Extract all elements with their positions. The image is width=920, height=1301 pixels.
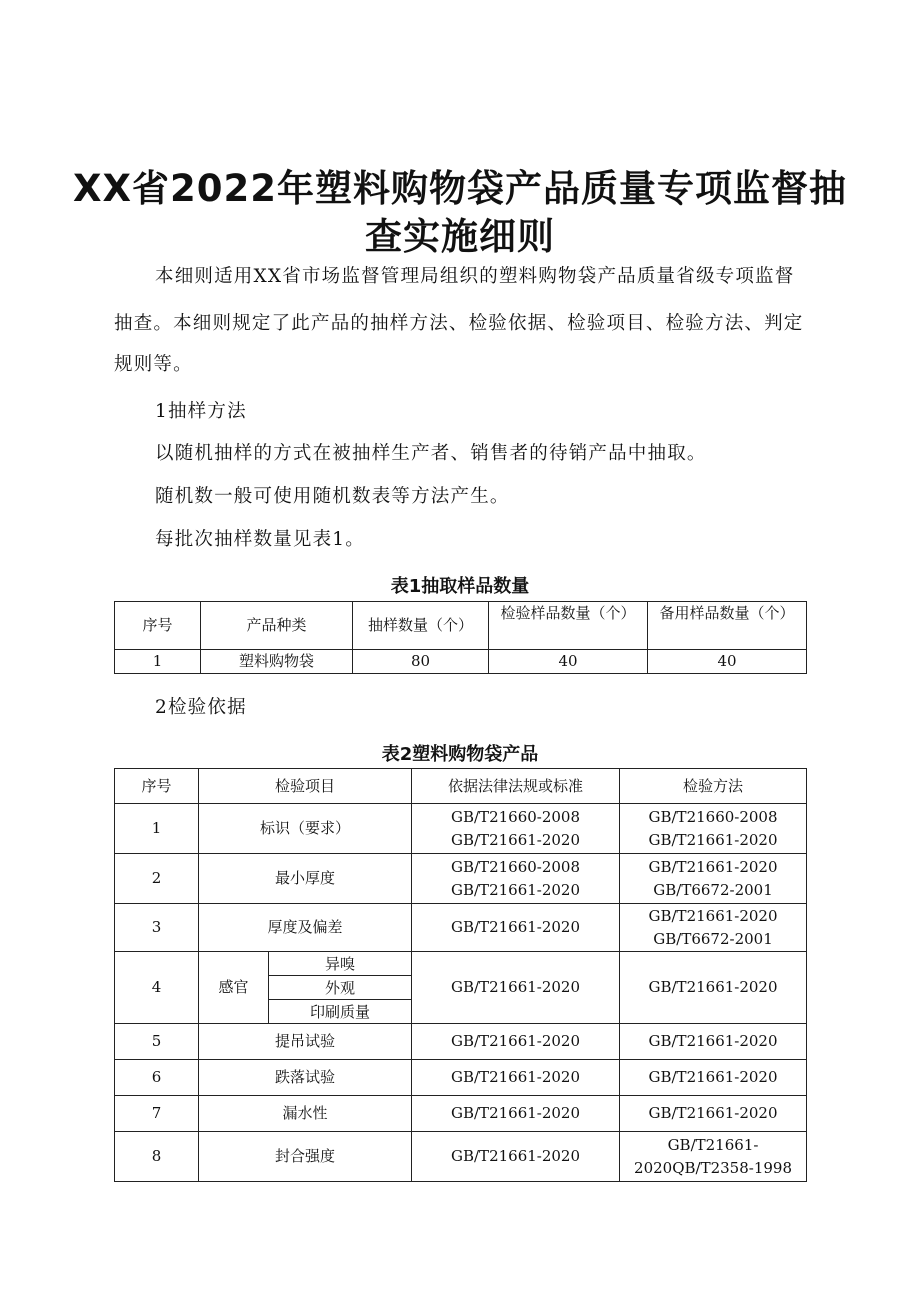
table-row	[115, 854, 807, 904]
intro-paragraph: 本细则适用XX省市场监督管理局组织的塑料购物袋产品质量省级专项监督	[155, 266, 795, 287]
method-line: GB/T6672-2001	[653, 880, 773, 899]
table-row	[115, 952, 807, 976]
table-cell: 5	[115, 1024, 199, 1060]
table-row	[115, 1096, 807, 1132]
table-cell: 厚度及偏差	[199, 904, 412, 952]
header-cell: 序号	[115, 769, 199, 804]
method-line: GB/T21661-	[667, 1135, 759, 1154]
table-cell: 3	[115, 904, 199, 952]
table-cell	[620, 904, 807, 952]
table-cell: 标识（要求）	[199, 804, 412, 854]
table2-caption: 表2塑料购物袋产品	[381, 744, 539, 765]
table-row	[115, 1024, 807, 1060]
header-cell: 产品种类	[201, 602, 353, 650]
method-line: GB/T21661-2020	[648, 906, 778, 925]
table-cell: 8	[115, 1132, 199, 1182]
table-cell: 跌落试验	[199, 1060, 412, 1096]
standard-line: GB/T21660-2008	[451, 857, 581, 876]
intro-paragraph-line2: 抽查。本细则规定了此产品的抽样方法、检验依据、检验项目、检验方法、判定	[114, 313, 804, 334]
table-cell: 40	[648, 650, 807, 674]
table-cell: 80	[353, 650, 489, 674]
table-cell: GB/T21661-2020	[412, 1024, 620, 1060]
table-cell: 40	[489, 650, 648, 674]
method-line: 2020QB/T2358-1998	[634, 1158, 792, 1177]
sampling-paragraph-3: 每批次抽样数量见表1。	[155, 529, 365, 550]
table-cell: 6	[115, 1060, 199, 1096]
document-title: XX省2022年塑料购物袋产品质量专项监督抽	[72, 167, 848, 210]
sampling-paragraph-2: 随机数一般可使用随机数表等方法产生。	[155, 486, 510, 507]
table-cell: 4	[115, 952, 199, 1024]
standard-line: GB/T21661-2020	[451, 880, 581, 899]
intro-paragraph-line3: 规则等。	[114, 354, 193, 375]
sub-item-cell: 外观	[269, 976, 412, 1000]
table-cell: GB/T21661-2020	[620, 1024, 807, 1060]
table-cell: 塑料购物袋	[201, 650, 353, 674]
table-cell: 提吊试验	[199, 1024, 412, 1060]
header-cell: 检验项目	[199, 769, 412, 804]
header-cell: 抽样数量（个）	[353, 602, 489, 650]
table-row	[115, 650, 807, 674]
table-cell: GB/T21661-2020	[412, 1096, 620, 1132]
method-line: GB/T6672-2001	[653, 929, 773, 948]
table-header-row	[115, 602, 807, 650]
table-row	[115, 1132, 807, 1182]
sub-item-cell: 异嗅	[269, 952, 412, 976]
table-cell	[412, 854, 620, 904]
table-cell: GB/T21661-2020	[412, 952, 620, 1024]
sub-item-cell: 印刷质量	[269, 1000, 412, 1024]
header-cell: 依据法律法规或标准	[412, 769, 620, 804]
table-cell: GB/T21661-2020	[412, 1060, 620, 1096]
table-cell: 漏水性	[199, 1096, 412, 1132]
section-heading-basis: 2检验依据	[155, 697, 247, 718]
table-cell: 1	[115, 804, 199, 854]
table-cell: 7	[115, 1096, 199, 1132]
method-line: GB/T21660-2008	[648, 807, 778, 826]
table-cell: GB/T21661-2020	[412, 1132, 620, 1182]
header-cell: 备用样品数量（个）	[648, 602, 807, 650]
table-row	[115, 804, 807, 854]
table-cell: 封合强度	[199, 1132, 412, 1182]
sample-quantity-table	[114, 601, 807, 674]
table-cell: 感官	[199, 952, 269, 1024]
table-header-row	[115, 769, 807, 804]
document-title-line2: 查实施细则	[365, 215, 555, 258]
table-cell: GB/T21661-2020	[620, 1096, 807, 1132]
inspection-table	[114, 768, 807, 1182]
table-cell: GB/T21661-2020	[412, 904, 620, 952]
header-cell: 序号	[115, 602, 201, 650]
table-cell: 2	[115, 854, 199, 904]
sampling-paragraph-1: 以随机抽样的方式在被抽样生产者、销售者的待销产品中抽取。	[155, 443, 707, 464]
table-cell: 最小厚度	[199, 854, 412, 904]
method-line: GB/T21661-2020	[648, 830, 778, 849]
table1-caption: 表1抽取样品数量	[390, 576, 530, 597]
table-cell	[412, 804, 620, 854]
table-cell	[620, 854, 807, 904]
table-cell	[620, 804, 807, 854]
standard-line: GB/T21660-2008	[451, 807, 581, 826]
table-row	[115, 1060, 807, 1096]
table-row	[115, 904, 807, 952]
section-heading-sampling: 1抽样方法	[155, 401, 247, 422]
table-cell: GB/T21661-2020	[620, 1060, 807, 1096]
header-cell: 检验样品数量（个）	[489, 602, 648, 650]
standard-line: GB/T21661-2020	[451, 830, 581, 849]
table-cell: 1	[115, 650, 201, 674]
header-cell: 检验方法	[620, 769, 807, 804]
table-cell: GB/T21661-2020	[620, 952, 807, 1024]
method-line: GB/T21661-2020	[648, 857, 778, 876]
table-cell	[620, 1132, 807, 1182]
